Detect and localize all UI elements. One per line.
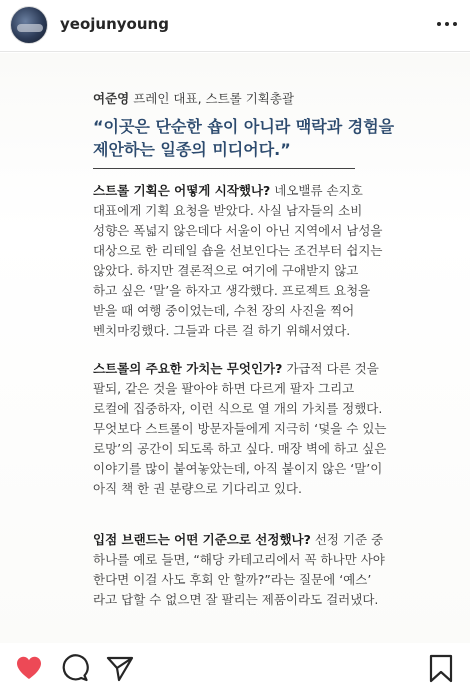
paragraph-line: 벤치마킹했다. 그들과 다른 걸 하기 위해서였다. [93,323,351,338]
avatar[interactable] [10,6,48,44]
post-image[interactable] [0,53,470,643]
paragraph-line [93,359,383,379]
post-header [0,0,470,52]
paragraph-line: 팔되, 같은 것을 팔아야 하면 다르게 팔자 그리고 [93,381,355,396]
paragraph-line [93,181,383,201]
paragraph-2 [93,359,387,499]
more-options-icon[interactable] [436,16,458,32]
paragraph-line: 않았다. 하지만 결론적으로 여기에 구애받지 않고 [93,263,359,278]
interview-question: 스트롤 기획은 어떻게 시작했나? [93,183,271,198]
paragraph-line: 대상으로 한 리테일 숍을 선보인다는 조건부터 쉽지는 [93,243,383,258]
interview-question: 스트롤의 주요한 가치는 무엇인가? [93,361,283,376]
paragraph-1 [93,181,383,341]
answer-text: 선정 기준 중 [314,532,384,547]
paragraph-line: 이야기를 많이 붙여놓았는데, 아직 붙이지 않은 ‘말’이 [93,461,383,476]
paragraph-line: 로컬에 집중하자, 이런 식으로 열 개의 가치를 정했다. [93,401,383,416]
author-title: 프레인 대표, 스트롤 기획총괄 [133,91,295,106]
paragraph-line: 라고 답할 수 없으면 잘 팔리는 제품이라도 걸러냈다. [93,592,379,607]
magazine-page [0,53,470,643]
divider [93,168,355,169]
paragraph-line: 아직 책 한 권 분량으로 기다리고 있다. [93,481,302,496]
share-icon[interactable] [105,653,135,683]
paragraph-3 [93,530,383,610]
paragraph-line: 받을 때 여행 중이었는데, 수천 장의 사진을 찍어 [93,303,355,318]
interview-question: 입점 브랜드는 어떤 기준으로 선정했나? [93,532,311,547]
author-line [93,89,294,107]
paragraph-line: 한다면 이걸 사도 후회 안 할까?”라는 질문에 ‘예스’ [93,572,372,587]
paragraph-line: 대표에게 기획 요청을 받았다. 사실 남자들의 소비 [93,203,363,218]
paragraph-line [93,530,383,550]
pull-quote [93,115,394,161]
heart-icon[interactable] [14,653,44,683]
comment-icon[interactable] [60,653,90,683]
author-name: 여준영 [93,91,130,106]
paragraph-line: 하나를 예로 들면, “해당 카테고리에서 꼭 하나만 사야 [93,552,385,567]
quote-line: “이곳은 단순한 숍이 아니라 맥락과 경험을 [93,117,395,136]
answer-text: 네오밸류 손지호 [274,183,363,198]
action-bar [0,643,470,689]
quote-line: 제안하는 일종의 미디어다.” [93,140,291,159]
username[interactable]: yeojunyoung [60,15,169,33]
paragraph-line: 성향은 폭넓지 않은데다 서울이 아닌 지역에서 남성을 [93,223,383,238]
paragraph-line: 로망’의 공간이 되도록 하고 싶다. 매장 벽에 하고 싶은 [93,441,387,456]
answer-text: 가급적 다른 것을 [286,361,379,376]
paragraph-line: 하고 싶은 ‘말’을 하자고 생각했다. 프로젝트 요청을 [93,283,371,298]
paragraph-line: 무엇보다 스트롤이 방문자들에게 지극히 ‘덫을 수 있는 [93,421,387,436]
bookmark-icon[interactable] [426,653,456,683]
